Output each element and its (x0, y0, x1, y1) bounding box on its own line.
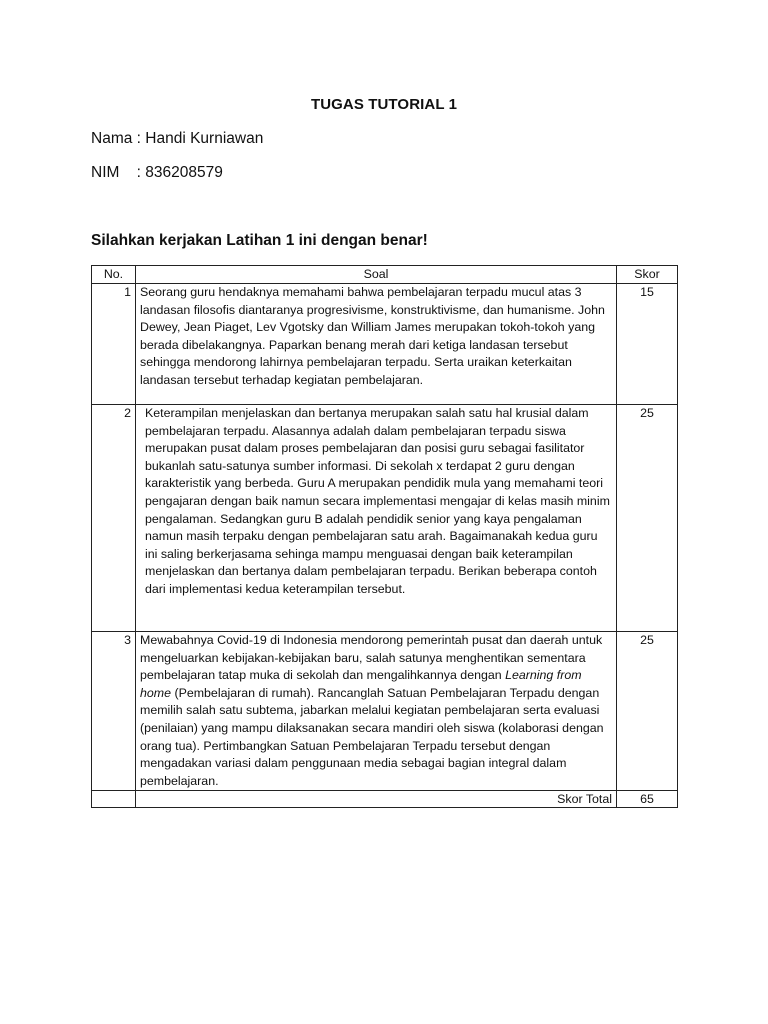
question-text: Keterampilan menjelaskan dan bertanya merupakan salah satu hal krusial dalam pembelajaran terpadu. Alasannya adalah dalam pembelajaran terpadu siswa merupakan pusat dalam proses pembelajaran dan posisi guru sebagai fasilitator bukanlah satu-satunya sumber informasi. Di sekolah x terdapat 2 guru dengan karakteristik yang berbeda. Guru A merupakan pendidik mula yang memahami teori pengajaran dengan baik namun secara implementasi mengajar di kelas masih minim pengalaman. Sedangkan guru B adalah pendidik senior yang kaya pengalaman namun masih terpaku dengan pembelajaran satu arah. Bagaimanakah kedua guru ini saling berkerjasama sehinga mampu menguasai dengan baik keterampilan menjelaskan dan bertanya dalam pembelajaran terpadu. Berikan beberapa contoh dari implementasi kedua keterampilan tersebut. (136, 405, 617, 632)
question-number: 1 (92, 284, 136, 405)
question-score: 25 (617, 632, 678, 791)
questions-table (91, 265, 678, 808)
page-title: TUGAS TUTORIAL 1 (310, 96, 458, 113)
table-header-row (92, 266, 678, 284)
question-text-italic: Learning from home (140, 668, 582, 700)
question-number: 2 (92, 405, 136, 632)
total-row (92, 791, 678, 808)
total-empty-cell (92, 791, 136, 808)
nim-value: 836208579 (145, 164, 223, 181)
header-no: No. (92, 266, 136, 284)
name-label: Nama (91, 130, 133, 147)
instruction-text: Silahkan kerjakan Latihan 1 ini dengan benar! (91, 232, 428, 249)
nim-label: NIM (91, 164, 120, 181)
student-name-line: Nama : Handi Kurniawan (91, 130, 264, 147)
question-text-part: Mewabahnya Covid-19 di Indonesia mendorong pemerintah pusat dan daerah untuk mengeluarkan kebijakan-kebijakan baru, salah satunya menghentikan sementara pembelajaran tatap muka di sekolah dan mengalihkannya dengan (140, 633, 603, 683)
header-soal: Soal (136, 266, 617, 284)
table-row (92, 284, 678, 405)
name-value: Handi Kurniawan (145, 130, 264, 147)
question-text: Seorang guru hendaknya memahami bahwa pembelajaran terpadu mucul atas 3 landasan filosofis diantaranya progresivisme, konstruktivisme, dan humanisme. John Dewey, Jean Piaget, Lev Vgotsky dan William James merupakan tokoh-tokoh yang berada dibelakangnya. Paparkan benang merah dari ketiga landasan tersebut sehingga mendorong lahirnya pembelajaran terpadu. Serta uraikan keterkaitan landasan tersebut terhadap kegiatan pembelajaran. (136, 284, 617, 405)
header-skor: Skor (617, 266, 678, 284)
question-text (136, 632, 617, 791)
question-score: 25 (617, 405, 678, 632)
total-value: 65 (617, 791, 678, 808)
table-row (92, 405, 678, 632)
table-row (92, 632, 678, 791)
student-nim-line: NIM : 836208579 (91, 164, 223, 181)
question-number: 3 (92, 632, 136, 791)
question-text-part: (Pembelajaran di rumah). Rancanglah Satuan Pembelajaran Terpadu dengan memilih salah satu subtema, jabarkan melalui kegiatan pembelajaran serta evaluasi (penilaian) yang mampu dilaksanakan secara mandiri oleh siswa (kolaborasi dengan orang tua). Pertimbangkan Satuan Pembelajaran Terpadu tersebut dengan mengadakan variasi dalam penggunaan media sebagai bagian integral dalam pembelajaran. (140, 685, 604, 788)
question-score: 15 (617, 284, 678, 405)
total-label: Skor Total (136, 791, 617, 808)
